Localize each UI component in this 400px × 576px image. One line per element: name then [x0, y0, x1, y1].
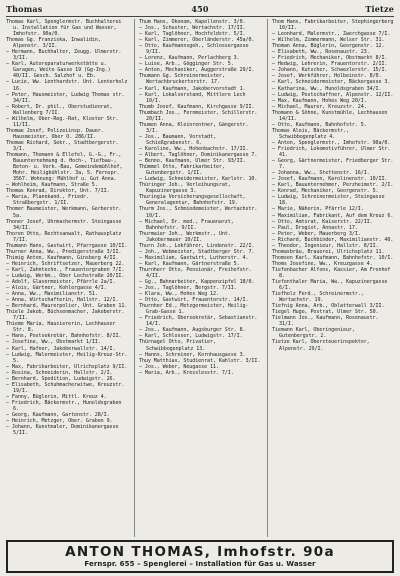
directory-entry: — Otto, Kaufmann, Bahnhofstr. 5. [272, 121, 367, 128]
directory-column-3 [267, 19, 394, 537]
directory-entry: — Klara, Ww., Hohes Weg 12. [139, 291, 219, 298]
directory-entry: Thumb Josef, Kaufmann, Kirchgasse 9/II. [139, 103, 255, 110]
directory-entry: Tietze Karl, Obersteuerinspektor, Alpenstr. 29/I. [272, 339, 370, 352]
directory-entry: Thumann Gg. Schreinermeister, Wertachbruckertorstr. 17. [139, 73, 225, 86]
directory-entry: Thüringer Joh., Verleihungsrat, Kapuzinergasse 3. [139, 182, 231, 195]
directory-entry: Tiefnig Anna, Arb., Oblatterwall 3/II. [272, 303, 385, 310]
directory-entry: Thiele Jakob, Büchsenmacher, Jakoberstr. 7/II. [6, 309, 125, 322]
directory-entry: Thoman Anna, Büglerin, Georgenstr. 12. [272, 43, 385, 50]
directory-entry: — Karl, Kaufmann, Gärtnerstraße 5. [139, 260, 240, 267]
directory-entry: Thürnagel Otto, Privatier, Schwibbogenplatz 13. [139, 339, 216, 352]
directory-entry: — Jos., Schuster, Wertachstr. 17/II. [139, 25, 246, 32]
directory-entry: Tiegel Hugo, Postrat, Ulmer Str. 50. [272, 309, 379, 316]
directory-entry: Thimig Anton, Kaufmann, Ginsberg 4/II. [6, 254, 119, 261]
directory-entry: Thurner Anna, Ww., Predigerstraße 3/II. [6, 248, 122, 255]
directory-entry: — Maximilian, Gastwirt, Lutherstr. 4. [139, 254, 249, 261]
directory-entry: — Ludwig, Malermeister, Heilig-Kreuz-Str. 5. [6, 351, 128, 364]
directory-entry: — Rosina, Schneiderin, Hallstr. 2/I. [6, 369, 113, 376]
directory-entry: Thomas Gg. Franziska, Inwalidin, Alpenstr. 3/II. [6, 37, 101, 50]
directory-entry: — Wilhelm, Zimmermann, Welser Str. 31. [272, 37, 385, 44]
directory-entry: — Karl, Schneidermeister, Bäckergasse 3. [272, 79, 391, 86]
directory-entry: Tiefenbacher Alfons, Kassier, Am Fronhof 8. [272, 266, 391, 279]
directory-entry: Thumann Hans, Gastwirt, Pfarrgasse 10/II. [6, 242, 128, 249]
directory-entry: — Richard, Buchbinder, Maximilianstr. 40. [272, 236, 394, 243]
directory-entry: Tielmann Jos., Kaufmann, Rosenaustr. 31/I. [272, 315, 379, 328]
directory-entry: — Friedrich, Bäckermstr., Hunoldsgraben 6. [6, 399, 122, 412]
directory-entry: — Johann, Kunstmaler, Dominikanergasse 5/II. [6, 424, 119, 437]
directory-entry: Thurn Joh., Lokführer, Lindenstr. 22/I. [139, 242, 255, 249]
directory-entry: — Friedrich, Obersekretär, Sebastianstr. 14/I. [139, 315, 258, 328]
directory-entry: — Michael, Maurer, Kreuzstr. 24. [272, 103, 367, 110]
directory-entry: — Otto, Kaufmannsgeh., Schlossergasse 9/II. [139, 43, 249, 56]
directory-entry: — Jos., Baumann, Vorstadt, Schießgrabenstr. 6. [139, 133, 216, 146]
directory-column-1 [6, 19, 128, 537]
directory-entry: — Luise, Arb., Gögginger Str. 5. [139, 61, 234, 68]
directory-entry: — Anton, Spenglermstr., Imhofstr. 90a/0. [272, 139, 391, 146]
directory-entry: — Heinrich, Metzger, Ober. Graben 9. [6, 418, 113, 425]
directory-entry: — Michael, Dr. med., Frauenarzt, Bahnhofstr. 9/II. [139, 218, 234, 231]
directory-entry: Thurnher Ed., Metzgermeister, Heilig-Grab-Gasse 1. [139, 303, 249, 316]
directory-entry: — Karl, Schlosser, Ludwigstr. 17/I. [139, 333, 243, 340]
directory-entry: — Jos., Kaufmann, Augsburger Str. 8. [139, 327, 246, 334]
directory-entry: — Jos., Weber, Neugasse 11. [139, 363, 219, 370]
directory-entry: — Josef, Kaufmann, Karolinenstr. 10/II. [272, 176, 388, 183]
directory-entry: — Lucie, Ww. Lenthardstr. Unt. Lenterholz 16. [6, 79, 128, 92]
directory-entry: Thuringia Versicherungsgesellschaft, Generalagentur, Bahnhofstr. 19. [139, 194, 246, 207]
directory-entry: — Gg., Bahnarbeiter, Kappenzipfel 18/0. [139, 279, 255, 286]
directory-entry: — Theodor, Ingenieur, Hallstr. 8/II. [272, 242, 379, 249]
directory-entry: — Karl, Kaufmann, Jakobervorstadt 1. [139, 85, 246, 92]
directory-entry: — Konrad, Mechaniker, Georgenstr. 5. [272, 188, 379, 195]
directory-entry: — Otto, Gastwirt, Frauentorstr. 14/I. [139, 297, 249, 304]
directory-entry: — Katharina, Ww., Hunoldsgraben 34/I. [272, 85, 382, 92]
directory-entry: — Georg, Kaufmann, Gartenstr. 28/I. [6, 412, 110, 419]
directory-entry: — Joh., Webmeister, Stadtberger Str. 7. [139, 248, 255, 255]
directory-entry: — Wohlheim, Kaufmann, Straße 5. [6, 182, 98, 189]
directory-column-2 [134, 19, 261, 537]
directory-entry: — Anna, Wirtschafterin, Hallstr. 12/I. [6, 297, 119, 304]
directory-entry: — Leonhard, Malermstr., Zwerchgasse 7/I. [272, 31, 391, 38]
directory-entry: — Adolf, Glasermeister, Pfärrle 2a/I. [6, 279, 116, 286]
directory-entry: — Karl, Lokalvorstand, Mittlere Lech 10/I. [139, 91, 246, 104]
directory-entry: — Ludwig, Schneidermeister, Karlstr. 10. [139, 176, 258, 183]
directory-entry: Thoms Josefine, Ww., Kreuzgasse 4. [272, 260, 373, 267]
directory-entry: — Jos., Taglöhner, Bergstr. 7/II. [139, 285, 237, 292]
directory-entry: Thomer Baumeister, Werkmann, Gerberstr. 5a. [6, 206, 122, 219]
directory-entry: Thurmaier Joh., Werkmstr., Unt. Jakobermauer 10/II. [139, 230, 231, 243]
directory-entry: — Heinrich, Schriftsetzer, Mauerberg 22. [6, 260, 125, 267]
directory-entry: Thoner Josef, Uhrmachermstr. Steingasse 34/II. [6, 218, 122, 231]
directory-entry: — Karl, Autoreparaturwerkstätte u. Garagen, Weite Gasse 19 (Gg-Ing.) 40/II. Gesch. Salzhof u. Eb. [6, 61, 111, 80]
directory-entry: — Josef, Werkführer, Holbeinstr. 8/0. [272, 73, 382, 80]
directory-entry: Tiemann Karl, Oberingenieur, Gutenbergstr. 2. [272, 327, 355, 340]
directory-entry: Thomas Alois, Bäckermstr., Schwibbogenplatz 4. [272, 127, 349, 140]
directory-entry: Thuy Matthias, Studienrat, Kahlstr. 3/II. [139, 357, 261, 364]
directory-entry: — Elisabeth, Ww., Rosenaustr. 23. [272, 49, 370, 56]
directory-entry: Thomsen Karl, Kaufmann, Bahnhofstr. 10/I. [272, 254, 394, 261]
directory-entry: — Peter, Weber, Mauerberg 3/I. [272, 230, 361, 237]
directory-entry: — Josefine, Ww., Obstmarkt 1/II. [6, 339, 101, 346]
directory-entry: — Johanna, Ww., Stettenstr. 16/I. [272, 170, 370, 177]
directory-entry: — Lorenz, Kaufmann, Perlachberg 3. [139, 55, 240, 62]
directory-entry: Tiefenthaler Maria, Ww., Kapuzinergasse 6/I. [272, 279, 388, 292]
directory-entry: — Karl, Taglöhner, Hochfeldstr. 5/I. [139, 31, 246, 38]
directory-entry: — Ludwig, Werkm., Ober Lechstraße 20/II. [6, 272, 125, 279]
directory-entry: Thieme Maria, Hausiererin, Lechhauser Str. 8. [6, 321, 116, 334]
directory-entry: Thomas Konrad, Direktor, Unt. 7/II. [6, 188, 110, 195]
directory-entry: — Hedwig, Lehrerin, Frauentorstr. 2/II. [272, 61, 388, 68]
directory-entry: Thomae Richard, Sekr., Stadtbergerstr. 3/I. [6, 139, 119, 152]
directory-entry: — Karl, Hafner, Jakoberwallstr. 14/I. [6, 345, 116, 352]
directory-entry: — Karl, Zimmerer, Oberländerstr. 45a/0. [139, 37, 255, 44]
directory-entry: — Maria, Plannkand., Friedr. Straßbergstr. 1/II. [6, 194, 89, 207]
directory-entry: Thom Hans, Fabrikarbeiter, Stephingerberg 10/II. [272, 19, 394, 32]
directory-entry: — Max, Kaufmann, Hohes Weg 20/I. [272, 97, 367, 104]
directory-entry: — Max, Fabrikarbeiter, Ulrichsplatz 9/II. [6, 363, 128, 370]
directory-entry: — Karl, Zahntechn., Frauentorgraben 7/I. [6, 266, 125, 273]
directory-entry: — Elisabeth, Schuhmacherwitwe, Kreuzstr. 19/I. [6, 381, 125, 394]
directory-entry: — Karl, Bauunternehmer, Perzheimstr. 2/I. [272, 182, 394, 189]
directory-entry: — Wilhelm, Ober-Reg.-Rat, Kloster Str. 11/II. [6, 115, 119, 128]
directory-entry: — Otto, Amtsrat, Kaiserstr. 22/II. [272, 218, 373, 225]
directory-entry: — Paul, Drogist, Annastr. 17. [272, 224, 358, 231]
page-number: 450 [191, 4, 209, 14]
directory-entry: Thümmel Otto, Fabrikarbeiter, Gutenbergstr. 1/II. [139, 164, 225, 177]
directory-entry: Thurnherr Otto, Pensionär, Freihofstr. 4/II. [139, 266, 252, 279]
directory-entry: — Friedrich, Lokomotivführer, Ulmer Str. 41. [272, 145, 391, 159]
advertisement-line: Fernspr. 655 – Spenglerei – Installation für Gas u. Wasser [84, 559, 316, 568]
directory-entry: — Ludwig, Postschaffner, Alpenstr. 12/II. [272, 91, 394, 98]
header-rule [6, 16, 394, 17]
directory-entry: Thumbach Jos., Fernmeister, Schillerstr. 20/II. [139, 109, 258, 122]
advertisement-box [6, 540, 394, 573]
directory-entry: — Hans, Postsekretär, Bahnhofstr. 8/II. [6, 333, 122, 340]
directory-entry: Thumen Anna, Kleinrentner, Gängerstr. 3/I. [139, 121, 249, 134]
directory-entry: — Friedrich, Mechaniker, Obstmarkt 8/I. [272, 55, 388, 62]
directory-entry: — Karoline, Ww., Hohenbachstr. 17/II. [139, 145, 249, 152]
directory-entry: — Bernhard, Maurerpolier, Unt. Graben 11. [6, 303, 128, 310]
directory-entry: — Maximilian, Fabrikant, Auf dem Kreuz 6. [272, 212, 394, 219]
directory-entry: — Georg, Gärtnermeister, Friedberger Str. 7. [272, 158, 394, 171]
directory-entry: — Fanny, Büglerin, Mittl. Kreuz 4. [6, 393, 107, 400]
directory-entry: — Peter, Hausmeister, Ludwig Thomas str. 34/II. [6, 91, 125, 104]
directory-entry: Thomann, Thomann & Ellefel, G.-G., Fr., Bauunternehmung d. Hoch-, Tiefbau-, Beton- u. Verk.-Bau, Gemeindemühlhof, Mohr. Heiligbühlstr. 3a, 5. Fernspr. 3567. Wohnung: Mühlhof u. Gut Anna. [6, 152, 123, 183]
advertisement-title: ANTON THOMAS, Imhofstr. 90a [65, 543, 335, 560]
directory-entry: — Hanns, Schreiner, Kornhausgasse 3. [139, 351, 246, 358]
directory-entry: Thoren Otto, Rechtsanwalt, Rathausplatz 7/II. [6, 230, 122, 243]
running-head-right: Tietze [365, 4, 394, 14]
directory-entry: — Alois, Gärtner, Kohlergasse 4/I. [6, 285, 107, 292]
directory-entry: — Maria, Arb., Kresslesstr. 7/I. [139, 369, 234, 376]
directory-entry: Thomann & Söhne, Kunstmühle, Lechhausen 14/II. [272, 109, 388, 122]
directory-entry: Thurm Jos., Schmiedemeister, Wertachstr. 10/I. [139, 206, 258, 219]
directory-entry: — Anton, Mechaniker, Auggerstraße 29/I. [139, 67, 255, 74]
directory-entry: — Marie, Näherin, Pfärrle 12/I. [272, 206, 364, 213]
directory-entry: — Robert, Dr. phil., Oberstudienrat, Wallenberg 7/II. [6, 103, 113, 116]
directory-entry: Thomae Josef, Polizeiinsp. Dauer. Hausmeister, Ober O. 286/II. [6, 127, 104, 140]
directory-entry: Tiefholz Ferd., Schreinermstr., Wertachstr. 19. [272, 291, 364, 304]
directory-entry: Thomasbräu, Brauerei, Ulrichsplatz 11. [272, 248, 385, 255]
directory-entry: — Benno, Kaufmann, Ulmer Str. 93/II. [139, 158, 246, 165]
running-head-left: Thomas [6, 4, 43, 14]
directory-entry: — Albert, Taglöhner, Dominikanergasse 7. [139, 152, 258, 159]
directory-entry: — Hermann, Buchhalter, Zeugg. Ulmerstr. 3/II. [6, 49, 122, 62]
directory-entry: Thum Hans, Ökonom, Kapellenstr. 3/0. [139, 19, 246, 25]
directory-entry: — Ludwig, Schreinermeister, Steingasse 18. [272, 194, 385, 207]
directory-entry: — Anna, Ww., Maximilianstr. 51. [6, 291, 98, 298]
directory-columns [6, 19, 394, 537]
directory-entry: — Johann, Kutscher, Schaezlerstr. 15/I. [272, 67, 388, 74]
directory-entry: — Bernhard, Spedition, Ludwigstr. 26. [6, 375, 116, 382]
directory-entry: Thomas Karl, Spenglermstr. Buchhalterei u. Installation für Gas und Wasser, Imhofstr. 90a/0. [6, 19, 122, 38]
page-header [6, 4, 394, 16]
